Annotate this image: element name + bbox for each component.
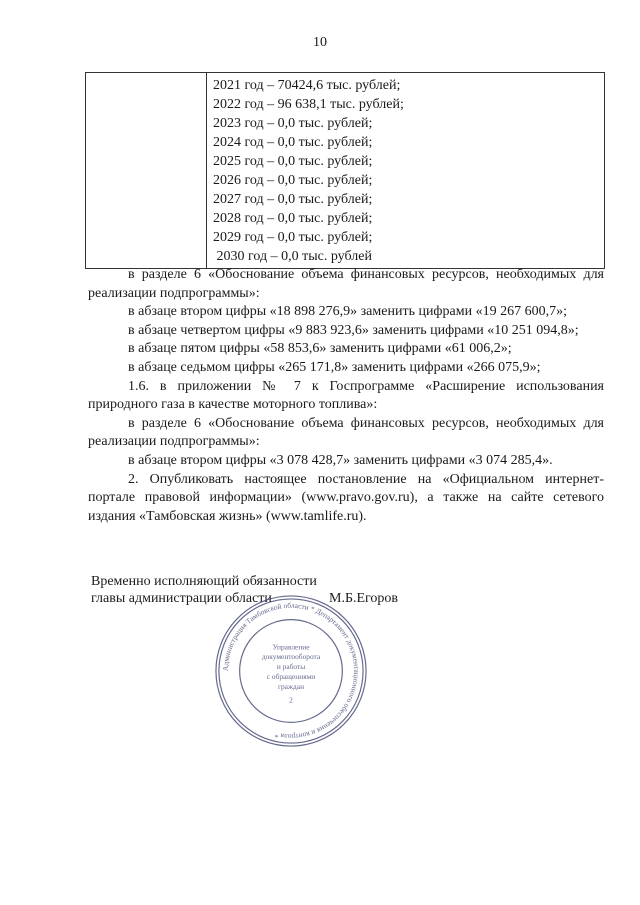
stamp-center-line: Управление — [272, 642, 310, 652]
paragraph-section6-heading: в разделе 6 «Обоснование объема финансовых ресурсов, необходимых для реализации подпрограммы»: — [88, 267, 604, 301]
funding-line-2022: 2022 год – 96 638,1 тыс. рублей; — [213, 97, 404, 112]
funding-line-2025: 2025 год – 0,0 тыс. рублей; — [213, 154, 373, 169]
page-number: 10 — [313, 35, 327, 50]
paragraph-amend-fourth: в абзаце четвертом цифры «9 883 923,6» заменить цифрами «10 251 094,8»; — [128, 322, 579, 338]
stamp-outer-text: Администрация Тамбовской области * Департамент документационного обеспечения и контроля * — [220, 600, 362, 742]
paragraph-amend-second: в абзаце втором цифры «18 898 276,9» заменить цифрами «19 267 600,7»; — [128, 304, 567, 320]
funding-line-2026: 2026 год – 0,0 тыс. рублей; — [213, 173, 373, 188]
table-cell-empty — [86, 73, 207, 269]
document-body — [88, 266, 604, 526]
table-row — [86, 73, 605, 269]
funding-line-2021: 2021 год – 70424,6 тыс. рублей; — [213, 78, 401, 93]
funding-table — [85, 72, 605, 269]
funding-line-2030: 2030 год – 0,0 тыс. рублей — [213, 249, 372, 264]
funding-by-year-cell — [207, 73, 605, 269]
funding-line-2024: 2024 год – 0,0 тыс. рублей; — [213, 135, 373, 150]
paragraph-amend-seventh: в абзаце седьмом цифры «265 171,8» заменить цифрами «266 075,9»; — [128, 359, 541, 375]
stamp-center-line: с обращениями — [266, 671, 316, 681]
paragraph-item-1-6: 1.6. в приложении № 7 к Госпрограмме «Расширение использования природного газа в качестве моторного топлива»: — [88, 378, 604, 413]
paragraph-section6-heading-2: в разделе 6 «Обоснование объема финансовых ресурсов, необходимых для реализации подпрограммы»: — [88, 415, 604, 450]
signatory-name: М.Б.Егоров — [329, 591, 399, 606]
official-seal-stamp — [212, 592, 370, 750]
stamp-number: 2 — [289, 695, 293, 705]
stamp-center-line: и работы — [276, 662, 306, 672]
funding-line-2023: 2023 год – 0,0 тыс. рублей; — [213, 116, 373, 131]
funding-line-2028: 2028 год – 0,0 тыс. рублей; — [213, 211, 373, 226]
stamp-center-line: граждан — [277, 681, 305, 691]
signatory-title-line1: Временно исполняющий обязанности — [91, 574, 317, 589]
funding-line-2027: 2027 год – 0,0 тыс. рублей; — [213, 192, 373, 207]
funding-line-2029: 2029 год – 0,0 тыс. рублей; — [213, 230, 373, 245]
paragraph-amend-fifth: в абзаце пятом цифры «58 853,6» заменить цифрами «61 006,2»; — [128, 341, 512, 357]
signatory-title-line2: главы администрации области — [91, 591, 272, 606]
stamp-center-line: документооборота — [261, 652, 321, 662]
paragraph-item-2-publish: 2. Опубликовать настоящее постановление на «Официальном интернет-портале правовой информации» (www.pravo.gov.ru), а также на сайте сетевого издания «Тамбовская жизнь» (www.tamlife.ru). — [88, 471, 604, 524]
paragraph-amend-second-2: в абзаце втором цифры «3 078 428,7» заменить цифрами «3 074 285,4». — [128, 452, 553, 468]
